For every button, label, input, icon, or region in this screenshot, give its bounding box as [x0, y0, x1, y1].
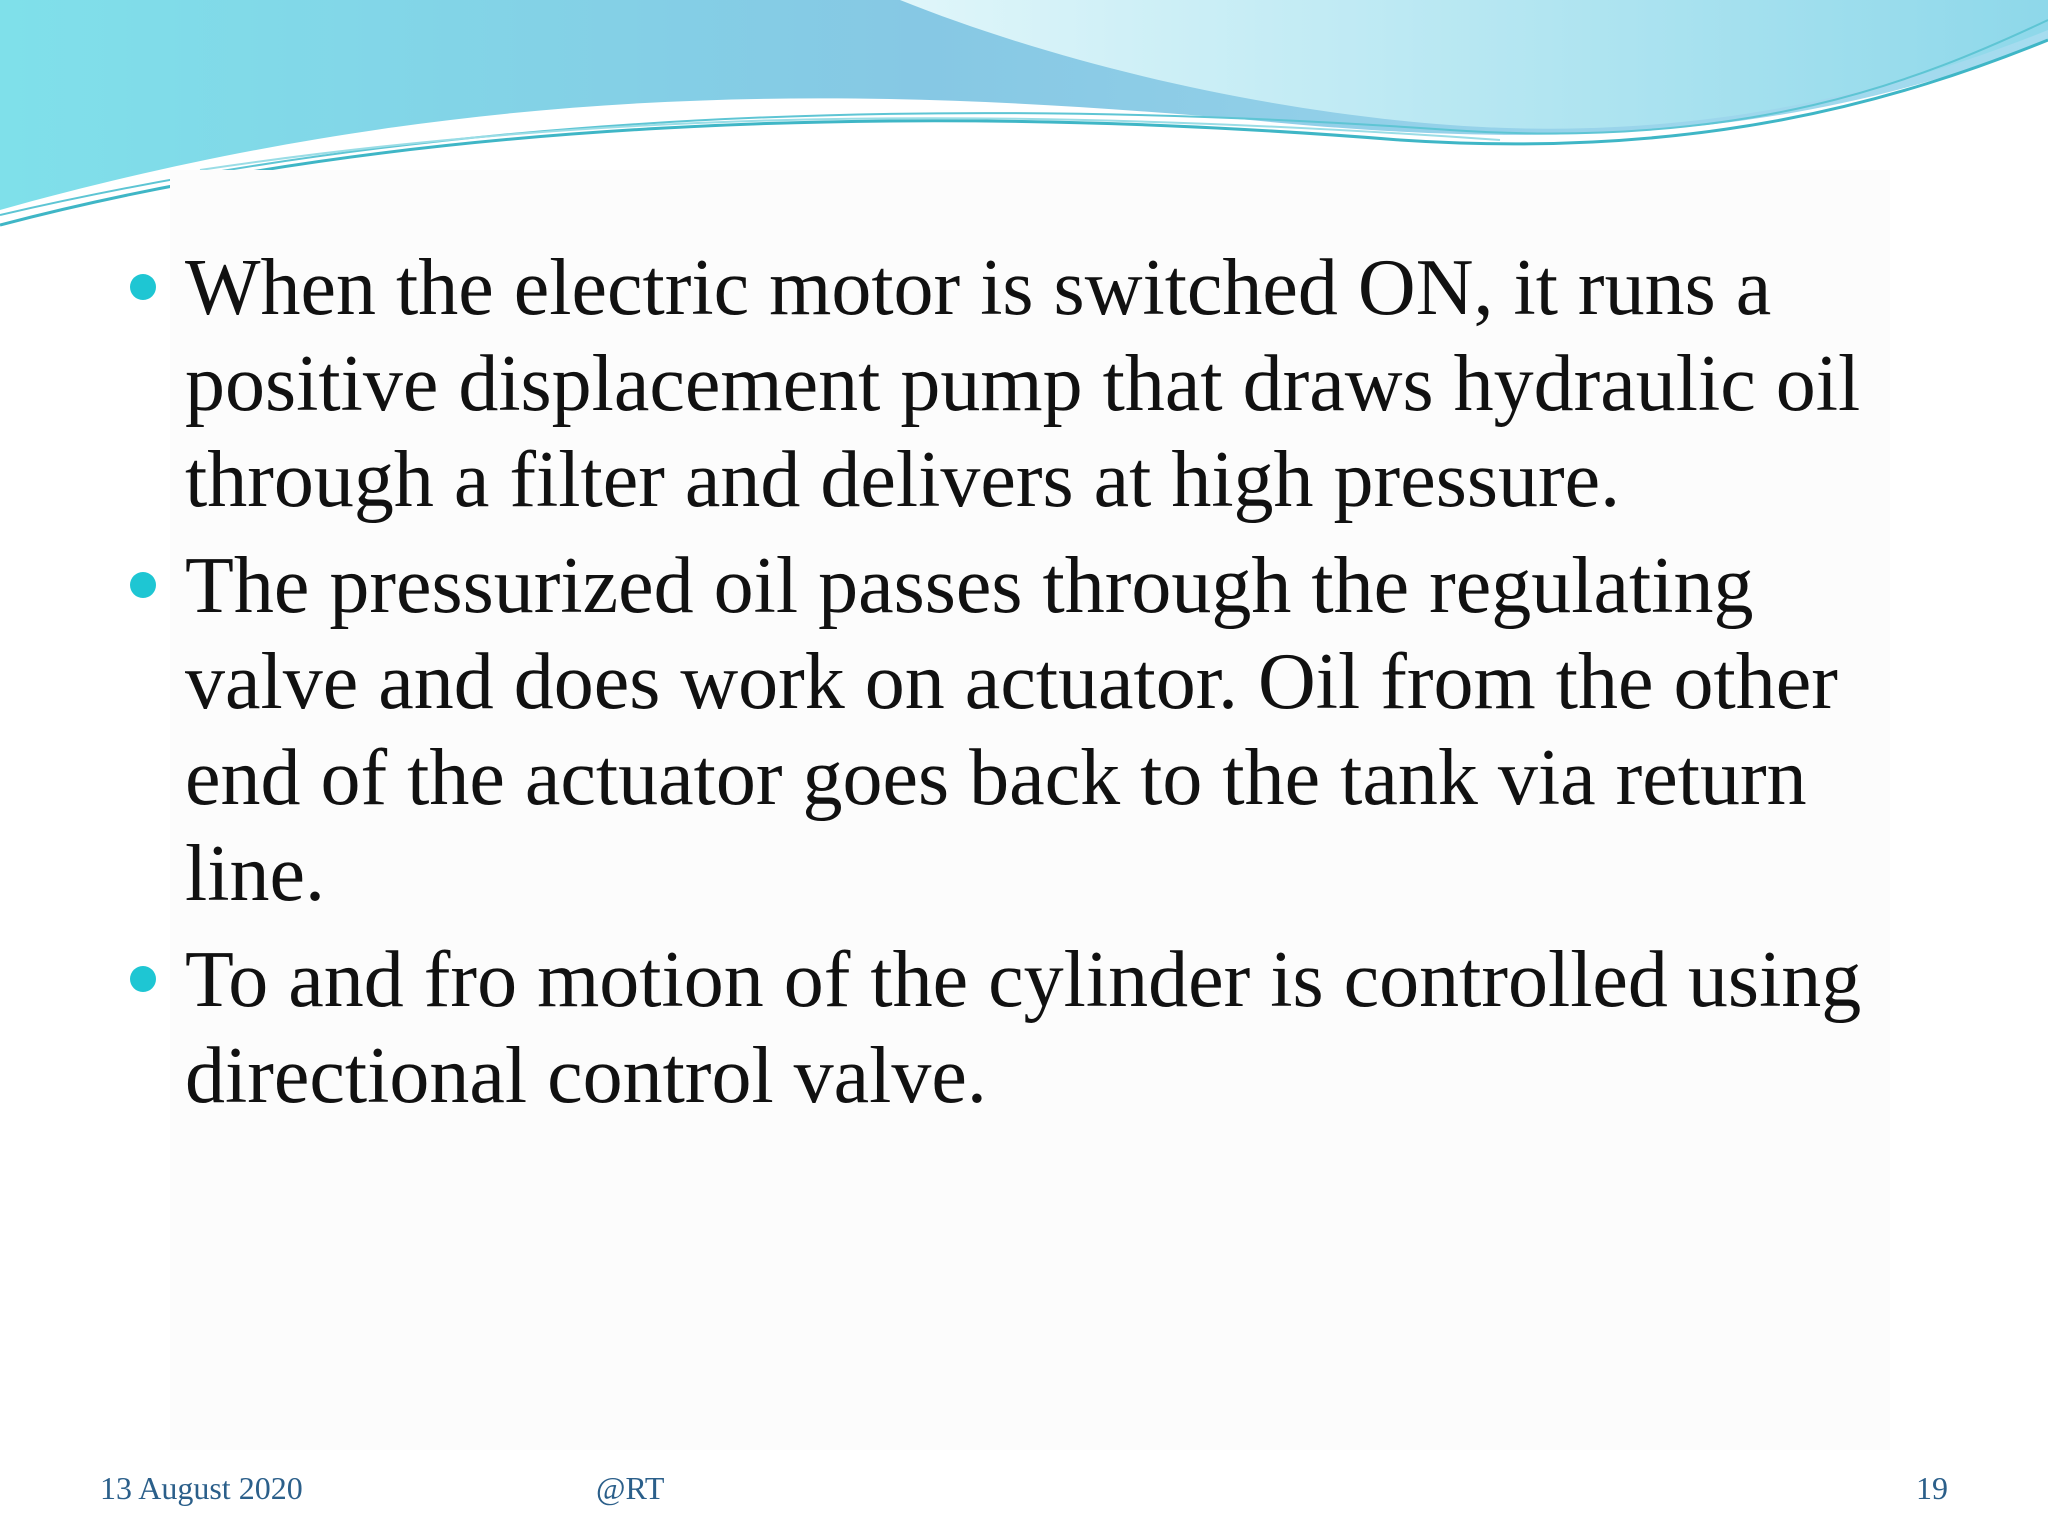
bullet-text: When the electric motor is switched ON, it runs a positive displacement pump that draws hydraulic oil through a filter and delivers at high pressure. — [185, 244, 1861, 524]
footer-date: 13 August 2020 — [100, 1470, 303, 1506]
bullet-text: The pressurized oil passes through the regulating valve and does work on actuator. Oil from the other end of the actuator goes back to the tank via return line. — [185, 542, 1838, 918]
circle-bullet-icon — [130, 274, 156, 300]
bullet-list — [130, 240, 1930, 1134]
circle-bullet-icon — [130, 572, 156, 598]
page-number: 19 — [1916, 1470, 1948, 1506]
bullet-item — [130, 932, 1930, 1124]
circle-bullet-icon — [130, 966, 156, 992]
bullet-item — [130, 240, 1930, 528]
bullet-text: To and fro motion of the cylinder is controlled using directional control valve. — [185, 936, 1862, 1120]
bullet-item — [130, 538, 1930, 922]
footer-author: @RT — [596, 1470, 665, 1506]
